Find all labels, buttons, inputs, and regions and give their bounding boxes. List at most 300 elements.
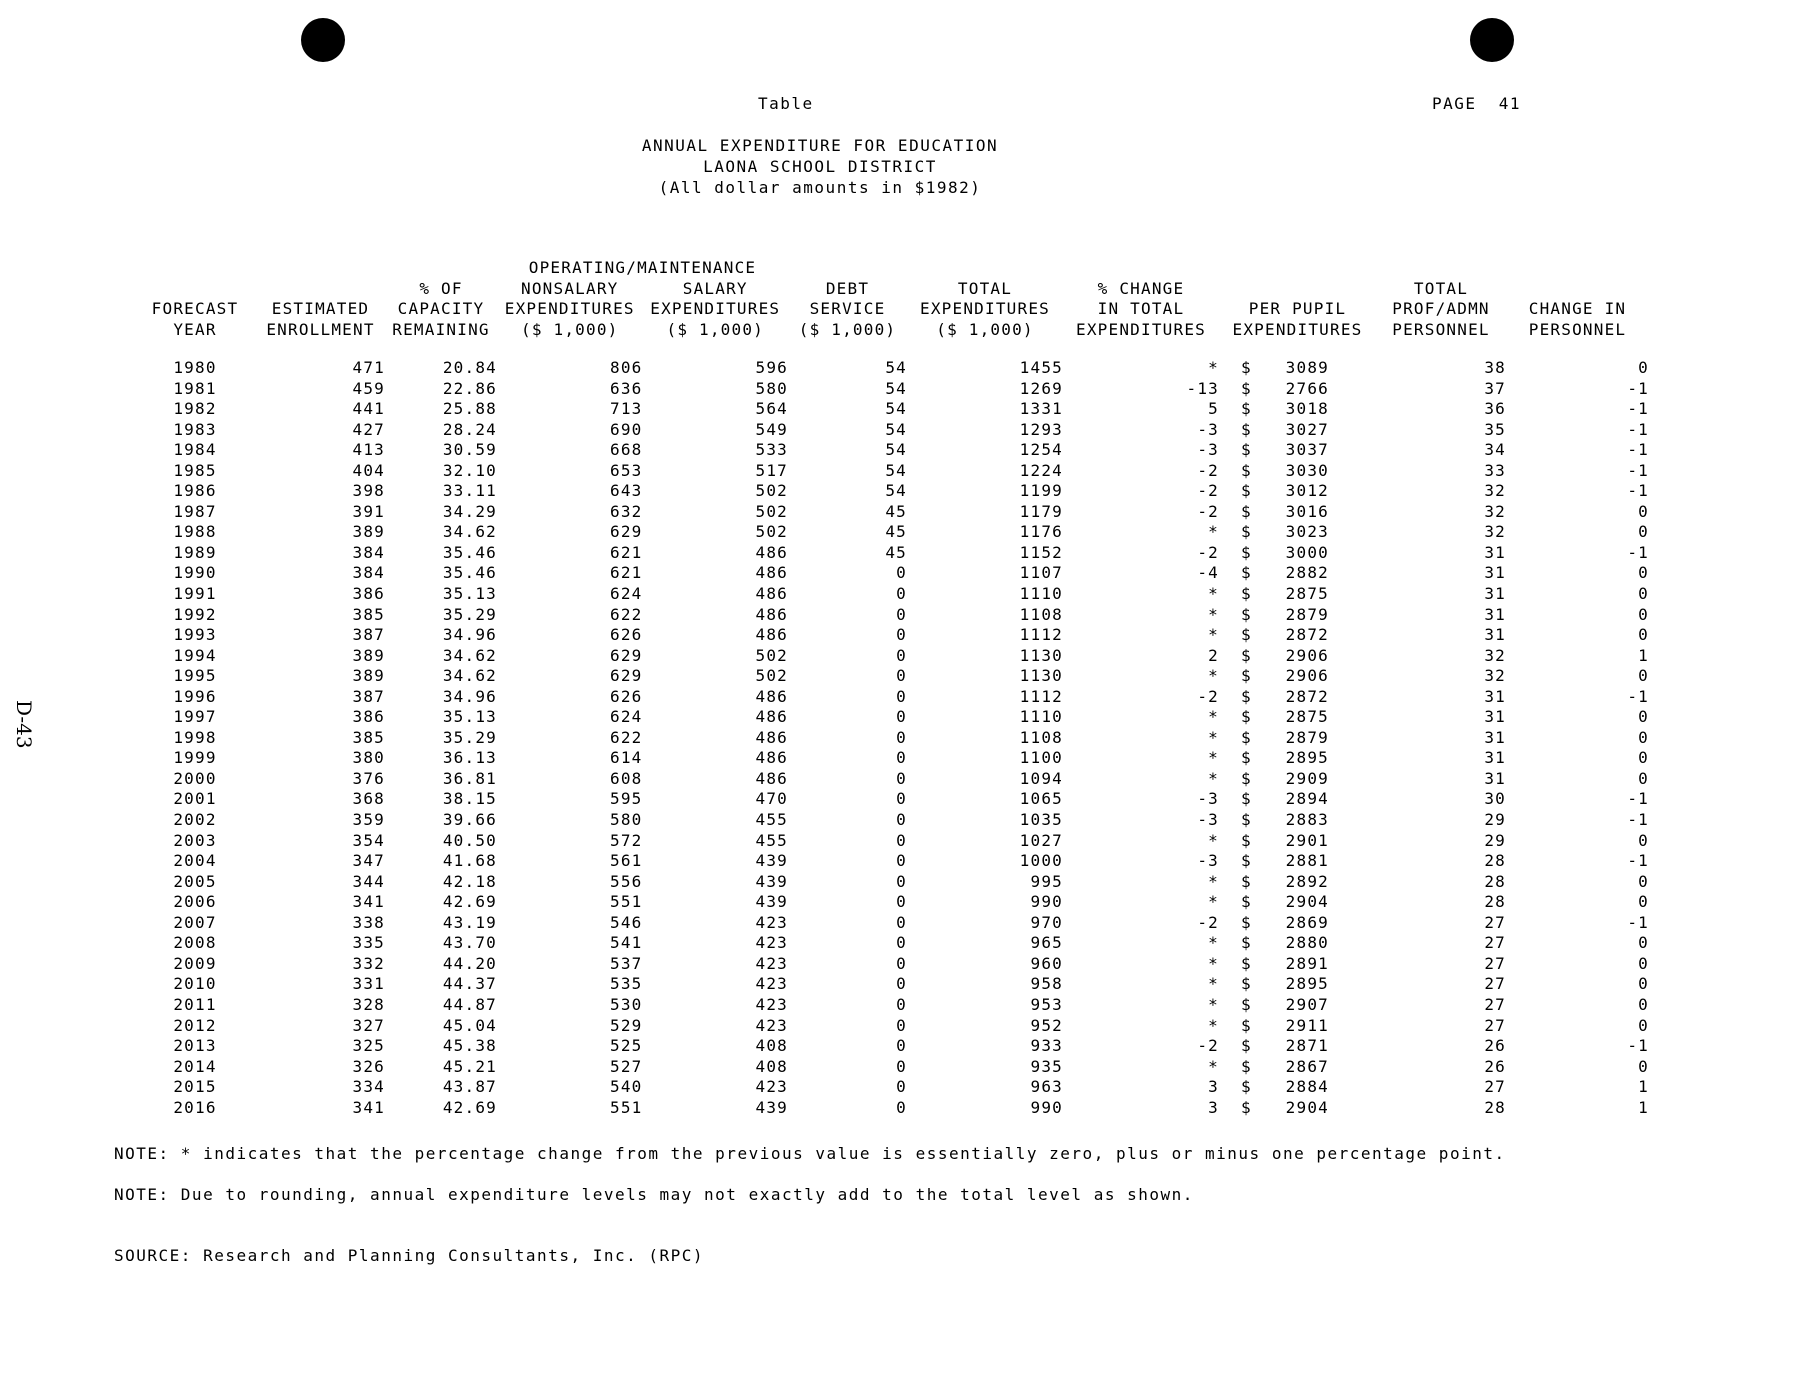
side-page-mark: D-43 — [12, 700, 36, 749]
table-cell: 0 — [1638, 584, 1649, 604]
table-cell: 486 — [755, 686, 788, 706]
table-cell: 1980 — [173, 358, 217, 377]
table-cell: 32 — [1484, 666, 1506, 686]
table-cell: 935 — [1030, 1056, 1063, 1076]
table-cell: 31 — [1484, 542, 1506, 562]
table-cell: 596 — [755, 358, 788, 377]
per-pupil-value: 3089 — [1285, 358, 1329, 377]
table-cell: 0 — [1638, 748, 1649, 768]
column-header: PERSONNEL — [1392, 319, 1490, 339]
table-cell: -2 — [1197, 542, 1219, 562]
column-header: IN TOTAL — [1097, 299, 1185, 318]
table-cell: 0 — [896, 666, 907, 686]
table-cell: 608 — [610, 768, 643, 788]
table-row — [134, 933, 1649, 954]
table-cell — [1219, 707, 1376, 728]
table-cell: 1989 — [173, 542, 217, 562]
table-cell: 995 — [1030, 871, 1063, 891]
table-cell: 0 — [896, 645, 907, 665]
table-cell: 376 — [352, 768, 385, 788]
title-line: ANNUAL EXPENDITURE FOR EDUCATION — [641, 136, 999, 155]
table-cell: 2013 — [173, 1036, 217, 1056]
table-cell — [1219, 481, 1376, 502]
per-pupil-value: 2895 — [1285, 748, 1329, 768]
table-row — [134, 358, 1649, 379]
table-cell — [1219, 563, 1376, 584]
table-cell: 423 — [755, 953, 788, 973]
table-cell: 0 — [896, 1097, 907, 1117]
table-cell: * — [1208, 871, 1219, 891]
currency-symbol: $ — [1241, 625, 1252, 645]
table-cell: 0 — [1638, 871, 1649, 891]
table-cell: 0 — [896, 1056, 907, 1076]
table-cell: 43.87 — [442, 1077, 497, 1097]
table-cell: 34 — [1484, 440, 1506, 460]
table-cell: 45.38 — [442, 1036, 497, 1056]
table-cell: -3 — [1197, 810, 1219, 830]
table-cell: -3 — [1197, 440, 1219, 460]
table-cell: 0 — [1638, 994, 1649, 1014]
per-pupil-value: 2766 — [1285, 378, 1329, 398]
table-cell: 0 — [896, 686, 907, 706]
table-cell: 455 — [755, 830, 788, 850]
table-cell: 31 — [1484, 707, 1506, 727]
table-cell: 970 — [1030, 912, 1063, 932]
table-cell: 486 — [755, 727, 788, 747]
table-cell: 27 — [1484, 953, 1506, 973]
table-cell — [1219, 440, 1376, 461]
table-cell: 2004 — [173, 851, 217, 871]
table-title — [560, 135, 1080, 198]
table-cell: 0 — [896, 1036, 907, 1056]
table-row — [134, 605, 1649, 626]
table-cell: 44.37 — [442, 974, 497, 994]
per-pupil-value: 2884 — [1285, 1077, 1329, 1097]
table-cell — [1219, 810, 1376, 831]
column-header: ($ 1,000) — [798, 319, 897, 339]
table-cell: 27 — [1484, 1015, 1506, 1035]
currency-symbol: $ — [1241, 974, 1252, 994]
table-cell — [1219, 728, 1376, 749]
table-cell: 1983 — [173, 419, 217, 439]
table-cell: 27 — [1484, 1077, 1506, 1097]
table-cell: 328 — [352, 994, 385, 1014]
table-cell: 0 — [1638, 974, 1649, 994]
column-header: ($ 1,000) — [666, 319, 764, 339]
table-cell: -4 — [1197, 563, 1219, 583]
table-cell: -3 — [1197, 419, 1219, 439]
table-cell: 629 — [610, 522, 643, 542]
table-cell: 32 — [1484, 481, 1506, 501]
table-row — [134, 563, 1649, 584]
table-cell — [1219, 379, 1376, 400]
table-cell: * — [1208, 892, 1219, 912]
table-cell: -1 — [1627, 851, 1649, 871]
table-cell: 441 — [352, 399, 385, 419]
table-cell: 0 — [896, 604, 907, 624]
table-cell: 0 — [896, 871, 907, 891]
table-cell: 2014 — [173, 1056, 217, 1076]
table-cell: 42.69 — [442, 1097, 497, 1117]
table-cell: 595 — [610, 789, 643, 809]
table-cell: 2000 — [173, 768, 217, 788]
table-cell: 529 — [610, 1015, 643, 1035]
table-cell: 325 — [352, 1036, 385, 1056]
table-cell: 37 — [1484, 378, 1506, 398]
table-cell: 0 — [896, 1015, 907, 1035]
table-cell: 0 — [1638, 830, 1649, 850]
table-cell: 0 — [1638, 501, 1649, 521]
per-pupil-value: 3027 — [1285, 419, 1329, 439]
currency-symbol: $ — [1241, 830, 1252, 850]
per-pupil-value: 2904 — [1285, 892, 1329, 912]
table-cell: 30 — [1484, 789, 1506, 809]
currency-symbol: $ — [1241, 460, 1252, 480]
table-cell: 0 — [896, 584, 907, 604]
table-cell: 713 — [610, 399, 643, 419]
table-cell: 486 — [755, 707, 788, 727]
column-header: PER PUPIL — [1248, 299, 1347, 318]
table-cell — [1219, 543, 1376, 564]
table-cell: 1224 — [1019, 460, 1063, 480]
table-cell: 332 — [352, 953, 385, 973]
column-header: YEAR — [173, 319, 217, 339]
table-cell: 471 — [352, 358, 385, 377]
per-pupil-value: 2867 — [1285, 1056, 1329, 1076]
table-cell: 359 — [352, 810, 385, 830]
table-cell: 423 — [755, 1077, 788, 1097]
table-cell: 54 — [885, 399, 907, 419]
table-cell: -2 — [1197, 481, 1219, 501]
header-cell — [788, 258, 907, 279]
table-cell: 27 — [1484, 912, 1506, 932]
table-cell: -1 — [1627, 912, 1649, 932]
table-cell: 385 — [352, 727, 385, 747]
table-cell: 502 — [755, 645, 788, 665]
table-cell: 42.69 — [442, 892, 497, 912]
table-cell: 347 — [352, 851, 385, 871]
table-cell: 1100 — [1019, 748, 1063, 768]
table-cell: 3 — [1208, 1097, 1219, 1117]
table-cell: 2009 — [173, 953, 217, 973]
currency-symbol: $ — [1241, 481, 1252, 501]
table-cell: 2002 — [173, 810, 217, 830]
table-cell — [1219, 974, 1376, 995]
table-cell: 389 — [352, 666, 385, 686]
table-cell: 34.96 — [442, 625, 497, 645]
table-cell: 36.13 — [442, 748, 497, 768]
table-cell: -1 — [1627, 419, 1649, 439]
table-cell: * — [1208, 830, 1219, 850]
table-cell: 2015 — [173, 1077, 217, 1097]
table-cell: 1094 — [1019, 768, 1063, 788]
table-cell: 39.66 — [442, 810, 497, 830]
table-cell — [1219, 522, 1376, 543]
table-cell: 564 — [755, 399, 788, 419]
table-cell: 1987 — [173, 501, 217, 521]
per-pupil-value: 2906 — [1285, 666, 1329, 686]
table-cell: 1152 — [1019, 542, 1063, 562]
table-row — [134, 584, 1649, 605]
table-row — [134, 974, 1649, 995]
table-cell: 29 — [1484, 810, 1506, 830]
table-cell: 540 — [610, 1077, 643, 1097]
currency-symbol: $ — [1241, 604, 1252, 624]
table-cell: 1981 — [173, 378, 217, 398]
table-cell: 629 — [610, 666, 643, 686]
column-header: REMAINING — [392, 319, 490, 339]
table-cell: -1 — [1627, 1036, 1649, 1056]
table-cell: 530 — [610, 994, 643, 1014]
table-cell — [1219, 687, 1376, 708]
table-cell: 580 — [610, 810, 643, 830]
table-cell: 2011 — [173, 994, 217, 1014]
table-cell: 32 — [1484, 645, 1506, 665]
table-label: Table — [758, 94, 814, 113]
currency-symbol: $ — [1241, 933, 1252, 953]
header-cell — [256, 258, 385, 279]
table-cell: -3 — [1197, 851, 1219, 871]
table-cell: 1065 — [1019, 789, 1063, 809]
table-cell: 334 — [352, 1077, 385, 1097]
table-cell: 354 — [352, 830, 385, 850]
table-cell: 32 — [1484, 501, 1506, 521]
table-cell: 0 — [896, 789, 907, 809]
table-cell: 0 — [1638, 892, 1649, 912]
table-cell: 1999 — [173, 748, 217, 768]
table-cell: 1 — [1638, 1077, 1649, 1097]
column-header: EXPENDITURES — [1076, 319, 1206, 339]
note-rounding: NOTE: Due to rounding, annual expenditure levels may not exactly add to the total level as shown. — [114, 1185, 1194, 1204]
table-cell: 43.19 — [442, 912, 497, 932]
table-cell: 470 — [755, 789, 788, 809]
table-cell: 439 — [755, 892, 788, 912]
table-row — [134, 1036, 1649, 1057]
table-cell: 0 — [1638, 1015, 1649, 1035]
column-header: TOTAL — [957, 278, 1013, 298]
table-cell: -2 — [1197, 912, 1219, 932]
table-cell: 36.81 — [442, 768, 497, 788]
table-cell: 31 — [1484, 563, 1506, 583]
table-cell: 952 — [1030, 1015, 1063, 1035]
table-cell — [1219, 1077, 1376, 1098]
currency-symbol: $ — [1241, 789, 1252, 809]
table-row — [134, 1057, 1649, 1078]
table-cell: 427 — [352, 419, 385, 439]
table-cell: * — [1208, 666, 1219, 686]
table-cell — [1219, 1098, 1376, 1119]
table-cell: 1982 — [173, 399, 217, 419]
table-cell: 385 — [352, 604, 385, 624]
table-cell — [1219, 461, 1376, 482]
table-cell: 26 — [1484, 1056, 1506, 1076]
table-cell: 28 — [1484, 1097, 1506, 1117]
table-row — [134, 522, 1649, 543]
column-header: NONSALARY — [521, 278, 619, 298]
header-cell — [385, 258, 497, 279]
table-cell: 1993 — [173, 625, 217, 645]
table-cell: 459 — [352, 378, 385, 398]
table-cell: 35 — [1484, 419, 1506, 439]
table-cell: 54 — [885, 378, 907, 398]
table-cell: 27 — [1484, 994, 1506, 1014]
table-cell: 0 — [896, 953, 907, 973]
column-header — [1219, 279, 1376, 300]
currency-symbol: $ — [1241, 1036, 1252, 1056]
table-cell: 1293 — [1019, 419, 1063, 439]
per-pupil-value: 2883 — [1285, 810, 1329, 830]
table-cell: 1331 — [1019, 399, 1063, 419]
table-cell: 561 — [610, 851, 643, 871]
table-cell: 1988 — [173, 522, 217, 542]
table-cell: 0 — [1638, 358, 1649, 377]
table-cell — [1219, 995, 1376, 1016]
per-pupil-value: 3018 — [1285, 399, 1329, 419]
currency-symbol: $ — [1241, 378, 1252, 398]
table-cell: 624 — [610, 707, 643, 727]
currency-symbol: $ — [1241, 645, 1252, 665]
currency-symbol: $ — [1241, 810, 1252, 830]
table-cell: * — [1208, 953, 1219, 973]
column-header: CAPACITY — [397, 299, 485, 318]
per-pupil-value: 3023 — [1285, 522, 1329, 542]
column-header: SALARY — [682, 278, 748, 298]
table-cell: 35.46 — [442, 542, 497, 562]
table-cell: -13 — [1186, 378, 1219, 398]
group-header: OPERATING/MAINTENANCE — [528, 258, 757, 277]
table-cell: 28 — [1484, 851, 1506, 871]
table-cell: * — [1208, 768, 1219, 788]
table-cell: 621 — [610, 563, 643, 583]
table-cell: -2 — [1197, 1036, 1219, 1056]
table-cell: * — [1208, 933, 1219, 953]
table-cell — [1219, 1057, 1376, 1078]
header-cell — [1376, 258, 1506, 279]
table-cell: 40.50 — [442, 830, 497, 850]
table-cell: 380 — [352, 748, 385, 768]
table-row — [134, 831, 1649, 852]
column-header: TOTAL — [1413, 278, 1469, 298]
table-cell — [1219, 851, 1376, 872]
table-cell: 43.70 — [442, 933, 497, 953]
table-cell: 42.18 — [442, 871, 497, 891]
table-cell: * — [1208, 522, 1219, 542]
table-cell: 423 — [755, 912, 788, 932]
table-cell: 327 — [352, 1015, 385, 1035]
table-cell: 27 — [1484, 974, 1506, 994]
table-row — [134, 440, 1649, 461]
table-cell: 486 — [755, 584, 788, 604]
table-cell: 580 — [755, 378, 788, 398]
table-cell: 26 — [1484, 1036, 1506, 1056]
table-cell: 1112 — [1019, 686, 1063, 706]
currency-symbol: $ — [1241, 892, 1252, 912]
column-header — [1506, 279, 1649, 300]
table-row — [134, 1077, 1649, 1098]
table-cell: 54 — [885, 440, 907, 460]
currency-symbol: $ — [1241, 1015, 1252, 1035]
per-pupil-value: 3000 — [1285, 542, 1329, 562]
table-cell — [1219, 420, 1376, 441]
header-cell — [1506, 258, 1649, 279]
table-cell: 386 — [352, 707, 385, 727]
column-header: PROF/ADMN — [1392, 299, 1490, 318]
table-row — [134, 420, 1649, 441]
table-cell: * — [1208, 748, 1219, 768]
table-row — [134, 1098, 1649, 1119]
per-pupil-value: 2872 — [1285, 625, 1329, 645]
table-cell: 551 — [610, 892, 643, 912]
table-cell: -1 — [1627, 378, 1649, 398]
currency-symbol: $ — [1241, 666, 1252, 686]
table-cell: 423 — [755, 974, 788, 994]
per-pupil-value: 2872 — [1285, 686, 1329, 706]
table-cell: 953 — [1030, 994, 1063, 1014]
table-cell: 27 — [1484, 933, 1506, 953]
table-cell: * — [1208, 974, 1219, 994]
per-pupil-value: 2879 — [1285, 604, 1329, 624]
table-cell: * — [1208, 1015, 1219, 1035]
table-cell: 398 — [352, 481, 385, 501]
table-cell: 35.29 — [442, 604, 497, 624]
table-cell — [1219, 502, 1376, 523]
punch-hole-right — [1470, 18, 1514, 62]
column-header: ($ 1,000) — [521, 319, 619, 339]
table-cell: 0 — [896, 707, 907, 727]
table-cell: 386 — [352, 584, 385, 604]
table-cell: -2 — [1197, 460, 1219, 480]
table-cell: 1130 — [1019, 666, 1063, 686]
table-cell: 1991 — [173, 584, 217, 604]
table-cell: 413 — [352, 440, 385, 460]
table-cell: 387 — [352, 625, 385, 645]
table-cell: 1112 — [1019, 625, 1063, 645]
column-header: % OF — [419, 278, 463, 298]
currency-symbol: $ — [1241, 748, 1252, 768]
table-cell: 537 — [610, 953, 643, 973]
table-cell: 1994 — [173, 645, 217, 665]
currency-symbol: $ — [1241, 686, 1252, 706]
table-row — [134, 543, 1649, 564]
table-cell — [1219, 584, 1376, 605]
table-cell: 326 — [352, 1056, 385, 1076]
per-pupil-value: 2881 — [1285, 851, 1329, 871]
table-cell: * — [1208, 727, 1219, 747]
table-cell: 2001 — [173, 789, 217, 809]
table-cell: 2 — [1208, 645, 1219, 665]
header-cell — [134, 258, 256, 279]
table-cell: 439 — [755, 871, 788, 891]
table-cell — [1219, 399, 1376, 420]
table-cell: * — [1208, 994, 1219, 1014]
table-cell: 44.87 — [442, 994, 497, 1014]
table-cell — [1219, 913, 1376, 934]
per-pupil-value: 2909 — [1285, 768, 1329, 788]
table-cell: 1035 — [1019, 810, 1063, 830]
table-cell: 990 — [1030, 1097, 1063, 1117]
table-cell — [1219, 625, 1376, 646]
table-cell: 1108 — [1019, 727, 1063, 747]
table-cell: 2008 — [173, 933, 217, 953]
source-line: SOURCE: Research and Planning Consultants, Inc. (RPC) — [114, 1246, 705, 1265]
per-pupil-value: 2891 — [1285, 953, 1329, 973]
table-cell: 1254 — [1019, 440, 1063, 460]
table-cell — [1219, 358, 1376, 379]
table-row — [134, 810, 1649, 831]
table-cell: 486 — [755, 542, 788, 562]
table-cell — [1219, 954, 1376, 975]
table-cell: 0 — [1638, 707, 1649, 727]
